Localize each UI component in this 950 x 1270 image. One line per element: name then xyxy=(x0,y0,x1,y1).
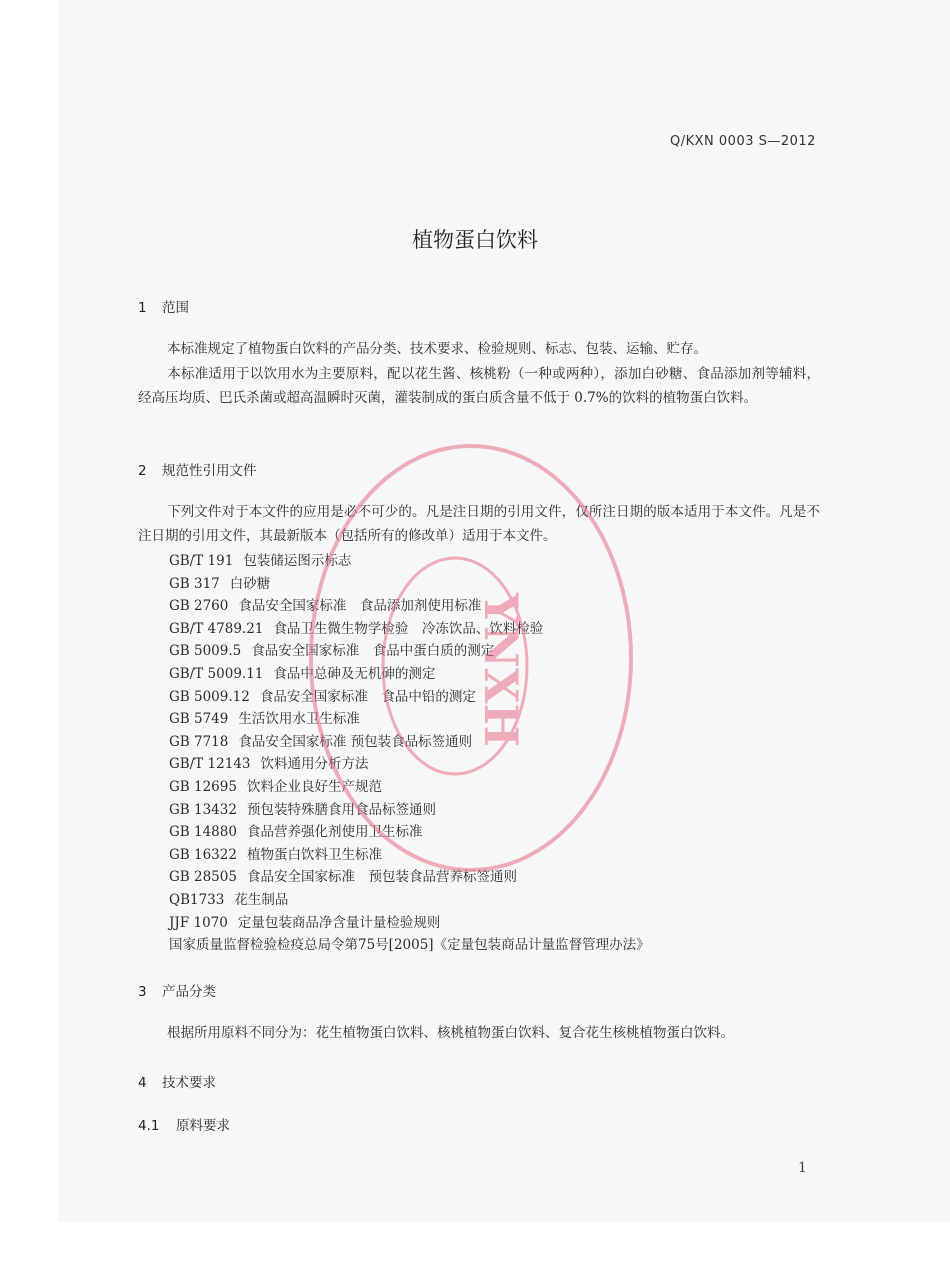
reference-item xyxy=(169,776,650,799)
reference-title: 食品安全国家标准 食品中蛋白质的测定 xyxy=(251,643,495,660)
reference-title: 食品中总砷及无机砷的测定 xyxy=(273,665,436,682)
reference-item xyxy=(169,595,650,618)
page-margin xyxy=(0,1222,950,1270)
reference-title: 植物蛋白饮料卫生标准 xyxy=(246,846,382,863)
document-title: 植物蛋白饮料 xyxy=(412,228,538,252)
reference-item xyxy=(169,618,650,641)
reference-title: 白砂糖 xyxy=(229,575,271,592)
section-heading-scope xyxy=(138,296,189,316)
section-number: 1 xyxy=(138,300,147,316)
reference-title: 定量包装商品净含量计量检验规则 xyxy=(237,914,441,931)
reference-item xyxy=(169,550,650,573)
reference-title: 生活饮用水卫生标准 xyxy=(238,711,360,728)
reference-item xyxy=(169,686,650,709)
reference-list xyxy=(169,550,650,957)
reference-title: 预包装特殊膳食用食品标签通则 xyxy=(246,801,436,818)
reference-item xyxy=(169,934,650,957)
paragraph-scope-1 xyxy=(138,337,820,361)
paragraph-text: 本标准规定了植物蛋白饮料的产品分类、技术要求、检验规则、标志、包装、运输、贮存。 xyxy=(167,341,707,357)
reference-code: GB 14880 xyxy=(169,824,237,841)
paragraph-scope-2 xyxy=(138,362,820,410)
paragraph-references-intro xyxy=(138,500,820,548)
reference-item xyxy=(169,912,650,935)
reference-title: 食品安全国家标准 预包装食品标签通则 xyxy=(238,733,473,750)
reference-code: GB 13432 xyxy=(169,801,237,818)
section-number: 2 xyxy=(138,463,147,479)
section-number: 4 xyxy=(138,1075,147,1091)
section-heading-technical-requirements xyxy=(138,1071,216,1091)
section-title: 规范性引用文件 xyxy=(162,463,257,479)
section-title: 产品分类 xyxy=(162,984,216,1000)
reference-code: GB/T 5009.11 xyxy=(169,665,264,682)
paragraph-text: 本标准适用于以饮用水为主要原料，配以花生酱、核桃粉（一种或两种），添加白砂糖、食品添加剂等辅料，经高压均质、巴氏杀菌或超高温瞬时灭菌，灌装制成的蛋白质含量不低于 0.7%的饮料的植物蛋白饮料。 xyxy=(138,366,820,406)
reference-code: GB 2760 xyxy=(169,598,229,615)
reference-code: JJF 1070 xyxy=(169,914,228,931)
reference-title: 食品安全国家标准 预包装食品营养标签通则 xyxy=(246,869,517,886)
document-code: Q/KXN 0003 S—2012 xyxy=(670,134,816,149)
reference-code: GB 16322 xyxy=(169,846,237,863)
reference-item xyxy=(169,866,650,889)
section-title: 技术要求 xyxy=(162,1075,216,1091)
reference-code: GB 28505 xyxy=(169,869,237,886)
reference-item xyxy=(169,821,650,844)
reference-title: 包装储运图示标志 xyxy=(243,553,352,569)
reference-item xyxy=(169,799,650,822)
reference-title: 食品安全国家标准 食品中铅的测定 xyxy=(259,688,476,705)
reference-code: GB 12695 xyxy=(169,778,237,795)
section-number: 4.1 xyxy=(138,1118,160,1134)
reference-item xyxy=(169,640,650,663)
reference-item xyxy=(169,663,650,686)
section-heading-classification xyxy=(138,980,216,1000)
section-title: 原料要求 xyxy=(176,1118,230,1134)
reference-code: GB 7718 xyxy=(169,733,229,750)
section-title: 范围 xyxy=(162,300,189,316)
paragraph-text: 根据所用原料不同分为：花生植物蛋白饮料、核桃植物蛋白饮料、复合花生核桃植物蛋白饮料。 xyxy=(167,1025,734,1041)
reference-code: GB 5009.12 xyxy=(169,688,250,705)
reference-item xyxy=(169,573,650,596)
reference-title: 饮料通用分析方法 xyxy=(260,756,369,773)
reference-item xyxy=(169,844,650,867)
reference-title: 食品安全国家标准 食品添加剂使用标准 xyxy=(238,598,482,615)
reference-item xyxy=(169,731,650,754)
reference-title: 饮料企业良好生产规范 xyxy=(246,778,382,795)
reference-code: GB 317 xyxy=(169,575,220,592)
seal-text: YNXH xyxy=(474,592,528,748)
reference-title: 国家质量监督检验检疫总局令第75号[2005]《定量包装商品计量监督管理办法》 xyxy=(169,937,650,954)
section-heading-raw-materials xyxy=(138,1114,230,1134)
section-number: 3 xyxy=(138,984,147,1000)
reference-title: 食品营养强化剂使用卫生标准 xyxy=(246,824,423,841)
paragraph-classification xyxy=(138,1021,820,1045)
reference-code: QB1733 xyxy=(169,891,225,908)
reference-title: 花生制品 xyxy=(234,891,289,908)
paragraph-text: 下列文件对于本文件的应用是必不可少的。凡是注日期的引用文件，仅所注日期的版本适用于本文件。凡是不注日期的引用文件，其最新版本（包括所有的修改单）适用于本文件。 xyxy=(138,504,820,544)
reference-item xyxy=(169,889,650,912)
reference-item xyxy=(169,753,650,776)
reference-code: GB 5749 xyxy=(169,711,229,728)
section-heading-normative-references xyxy=(138,459,257,479)
page-number: 1 xyxy=(798,1160,807,1176)
reference-title: 食品卫生微生物学检验 冷冻饮品、饮料检验 xyxy=(273,620,544,637)
reference-code: GB/T 4789.21 xyxy=(169,620,264,637)
reference-code: GB/T 191 xyxy=(169,553,234,569)
reference-code: GB/T 12143 xyxy=(169,756,251,773)
reference-code: GB 5009.5 xyxy=(169,643,242,660)
reference-item xyxy=(169,708,650,731)
